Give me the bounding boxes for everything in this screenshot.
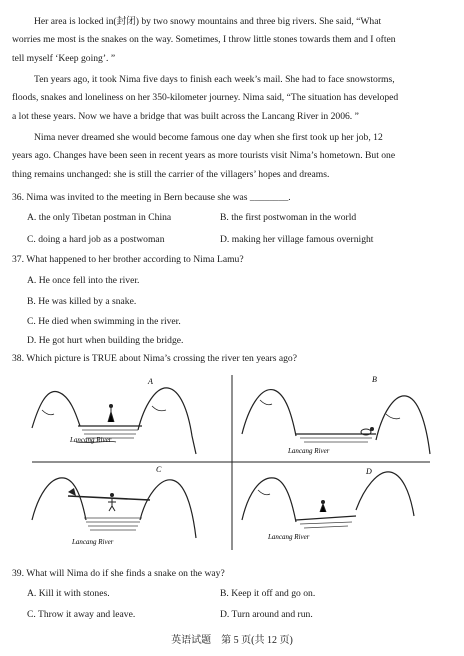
question-39-option-c: C. Throw it away and leave. [27,609,136,620]
question-39-option-a: A. Kill it with stones. [27,588,110,599]
text-line: tell myself ‘Keep going’. ” [12,52,116,64]
picture-d [242,467,414,541]
question-39-stem: 39. What will Nima do if she finds a snake on the way? [12,568,225,579]
question-36-stem: 36. Nima was invited to the meeting in Bern because she was ________. [12,192,291,203]
picture-letter: C [156,465,162,474]
page-footer: 英语试题 第 5 页(共 12 页) [171,635,293,646]
text-line: Ten years ago, it took Nima five days to finish each week’s mail. She had to face snowstorms, [34,74,395,85]
question-37-option-b: B. He was killed by a snake. [27,296,137,307]
river-label: Lancang River [268,533,310,541]
question-38-pictures [20,370,440,555]
question-36-option-c: C. doing a hard job as a postwoman [27,234,165,245]
text-line: worries me most is the snakes on the way. Sometimes, I throw little stones towards them and I often [12,34,396,46]
text-line: thing remains unchanged: she is still the carrier of the villagers’ hopes and dreams. [12,168,330,180]
river-label: Lancang River [288,447,330,455]
text-line: Her area is locked in(封闭) by two snowy mountains and three big rivers. She said, “What [34,16,382,27]
text-line: years ago. Changes have been seen in recent years as more tourists visit Nima’s hometown. But one [12,150,396,162]
river-label: Lancang River [70,436,112,444]
question-39-option-b: B. Keep it off and go on. [220,588,316,599]
question-37-option-a: A. He once fell into the river. [27,275,140,286]
picture-a [32,377,196,454]
picture-c [32,465,196,546]
passage-paragraph-2 [12,71,452,126]
question-38-stem: 38. Which picture is TRUE about Nima’s crossing the river ten years ago? [12,353,297,364]
picture-letter: A [148,377,153,386]
river-label: Lancang River [72,538,114,546]
picture-letter: D [366,467,372,476]
question-39-option-d: D. Turn around and run. [220,609,313,620]
text-line: Nima never dreamed she would become famous one day when she first took up her job, 12 [34,132,383,143]
question-37-stem: 37. What happened to her brother according to Nima Lamu? [12,254,244,265]
question-36-option-d: D. making her village famous overnight [220,234,374,245]
passage-paragraph-1 [12,13,452,68]
question-36-option-a: A. the only Tibetan postman in China [27,212,172,223]
passage-paragraph-3 [12,129,452,184]
question-37-option-c: C. He died when swimming in the river. [27,316,181,327]
question-37-option-d: D. He got hurt when building the bridge. [27,335,184,346]
picture-letter: B [372,375,377,384]
question-36-option-b: B. the first postwoman in the world [220,212,357,223]
text-line: floods, snakes and loneliness on her 350-kilometer journey. Nima said, “The situation has developed [12,92,399,104]
text-line: a lot these years. Now we have a bridge that was built across the Lancang River in 2006. ” [12,110,359,122]
picture-b [242,375,430,455]
